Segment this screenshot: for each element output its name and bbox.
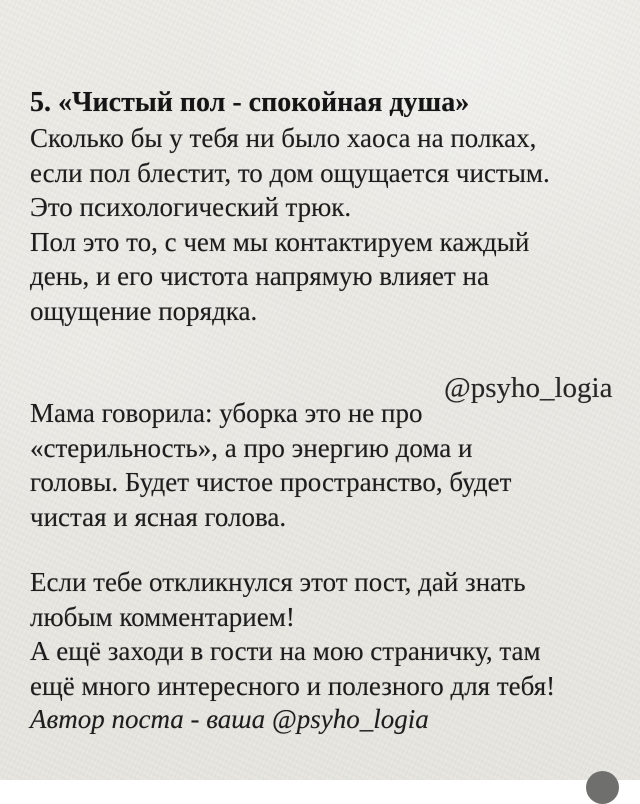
paragraph-line: А ещё заходи в гости на мою страничку, там — [30, 636, 541, 667]
paragraph-line: ощущение порядка. — [30, 295, 258, 326]
paragraph-line: «стерильность», а про энергию дома и — [30, 432, 473, 463]
post-title-block — [30, 86, 469, 121]
author-signature-block — [30, 702, 429, 737]
paragraph-1 — [30, 121, 550, 329]
paragraph-2 — [30, 396, 511, 534]
bottom-partial-circle — [586, 771, 619, 804]
paragraph-line: головы. Будет чистое пространство, будет — [30, 467, 512, 498]
paragraph-line: Сколько бы у тебя ни было хаоса на полках, — [30, 123, 537, 153]
paragraph-line: Пол это то, с чем мы контактируем каждый — [30, 226, 530, 257]
paragraph-line: Мама говорила: уборка это не про — [30, 398, 423, 428]
paragraph-line: Если тебе откликнулся этот пост, дай знать — [30, 567, 526, 597]
paragraph-line: если пол блестит, то дом ощущается чистым. — [30, 157, 550, 188]
watermark-username: @psyho_logia — [444, 372, 613, 404]
post-title: 5. «Чистый пол - спокойная душа» — [30, 87, 470, 118]
paragraph-line: чистая и ясная голова. — [30, 501, 287, 532]
paragraph-line: ещё много интересного и полезного для тебя! — [30, 670, 556, 701]
author-signature: Автор поста - ваша @psyho_logia — [30, 704, 429, 734]
paragraph-line: Это психологический трюк. — [30, 192, 352, 223]
paragraph-line: любым комментарием! — [30, 601, 295, 632]
paragraph-3 — [30, 565, 555, 703]
paragraph-line: день, и его чистота напрямую влияет на — [30, 261, 489, 292]
